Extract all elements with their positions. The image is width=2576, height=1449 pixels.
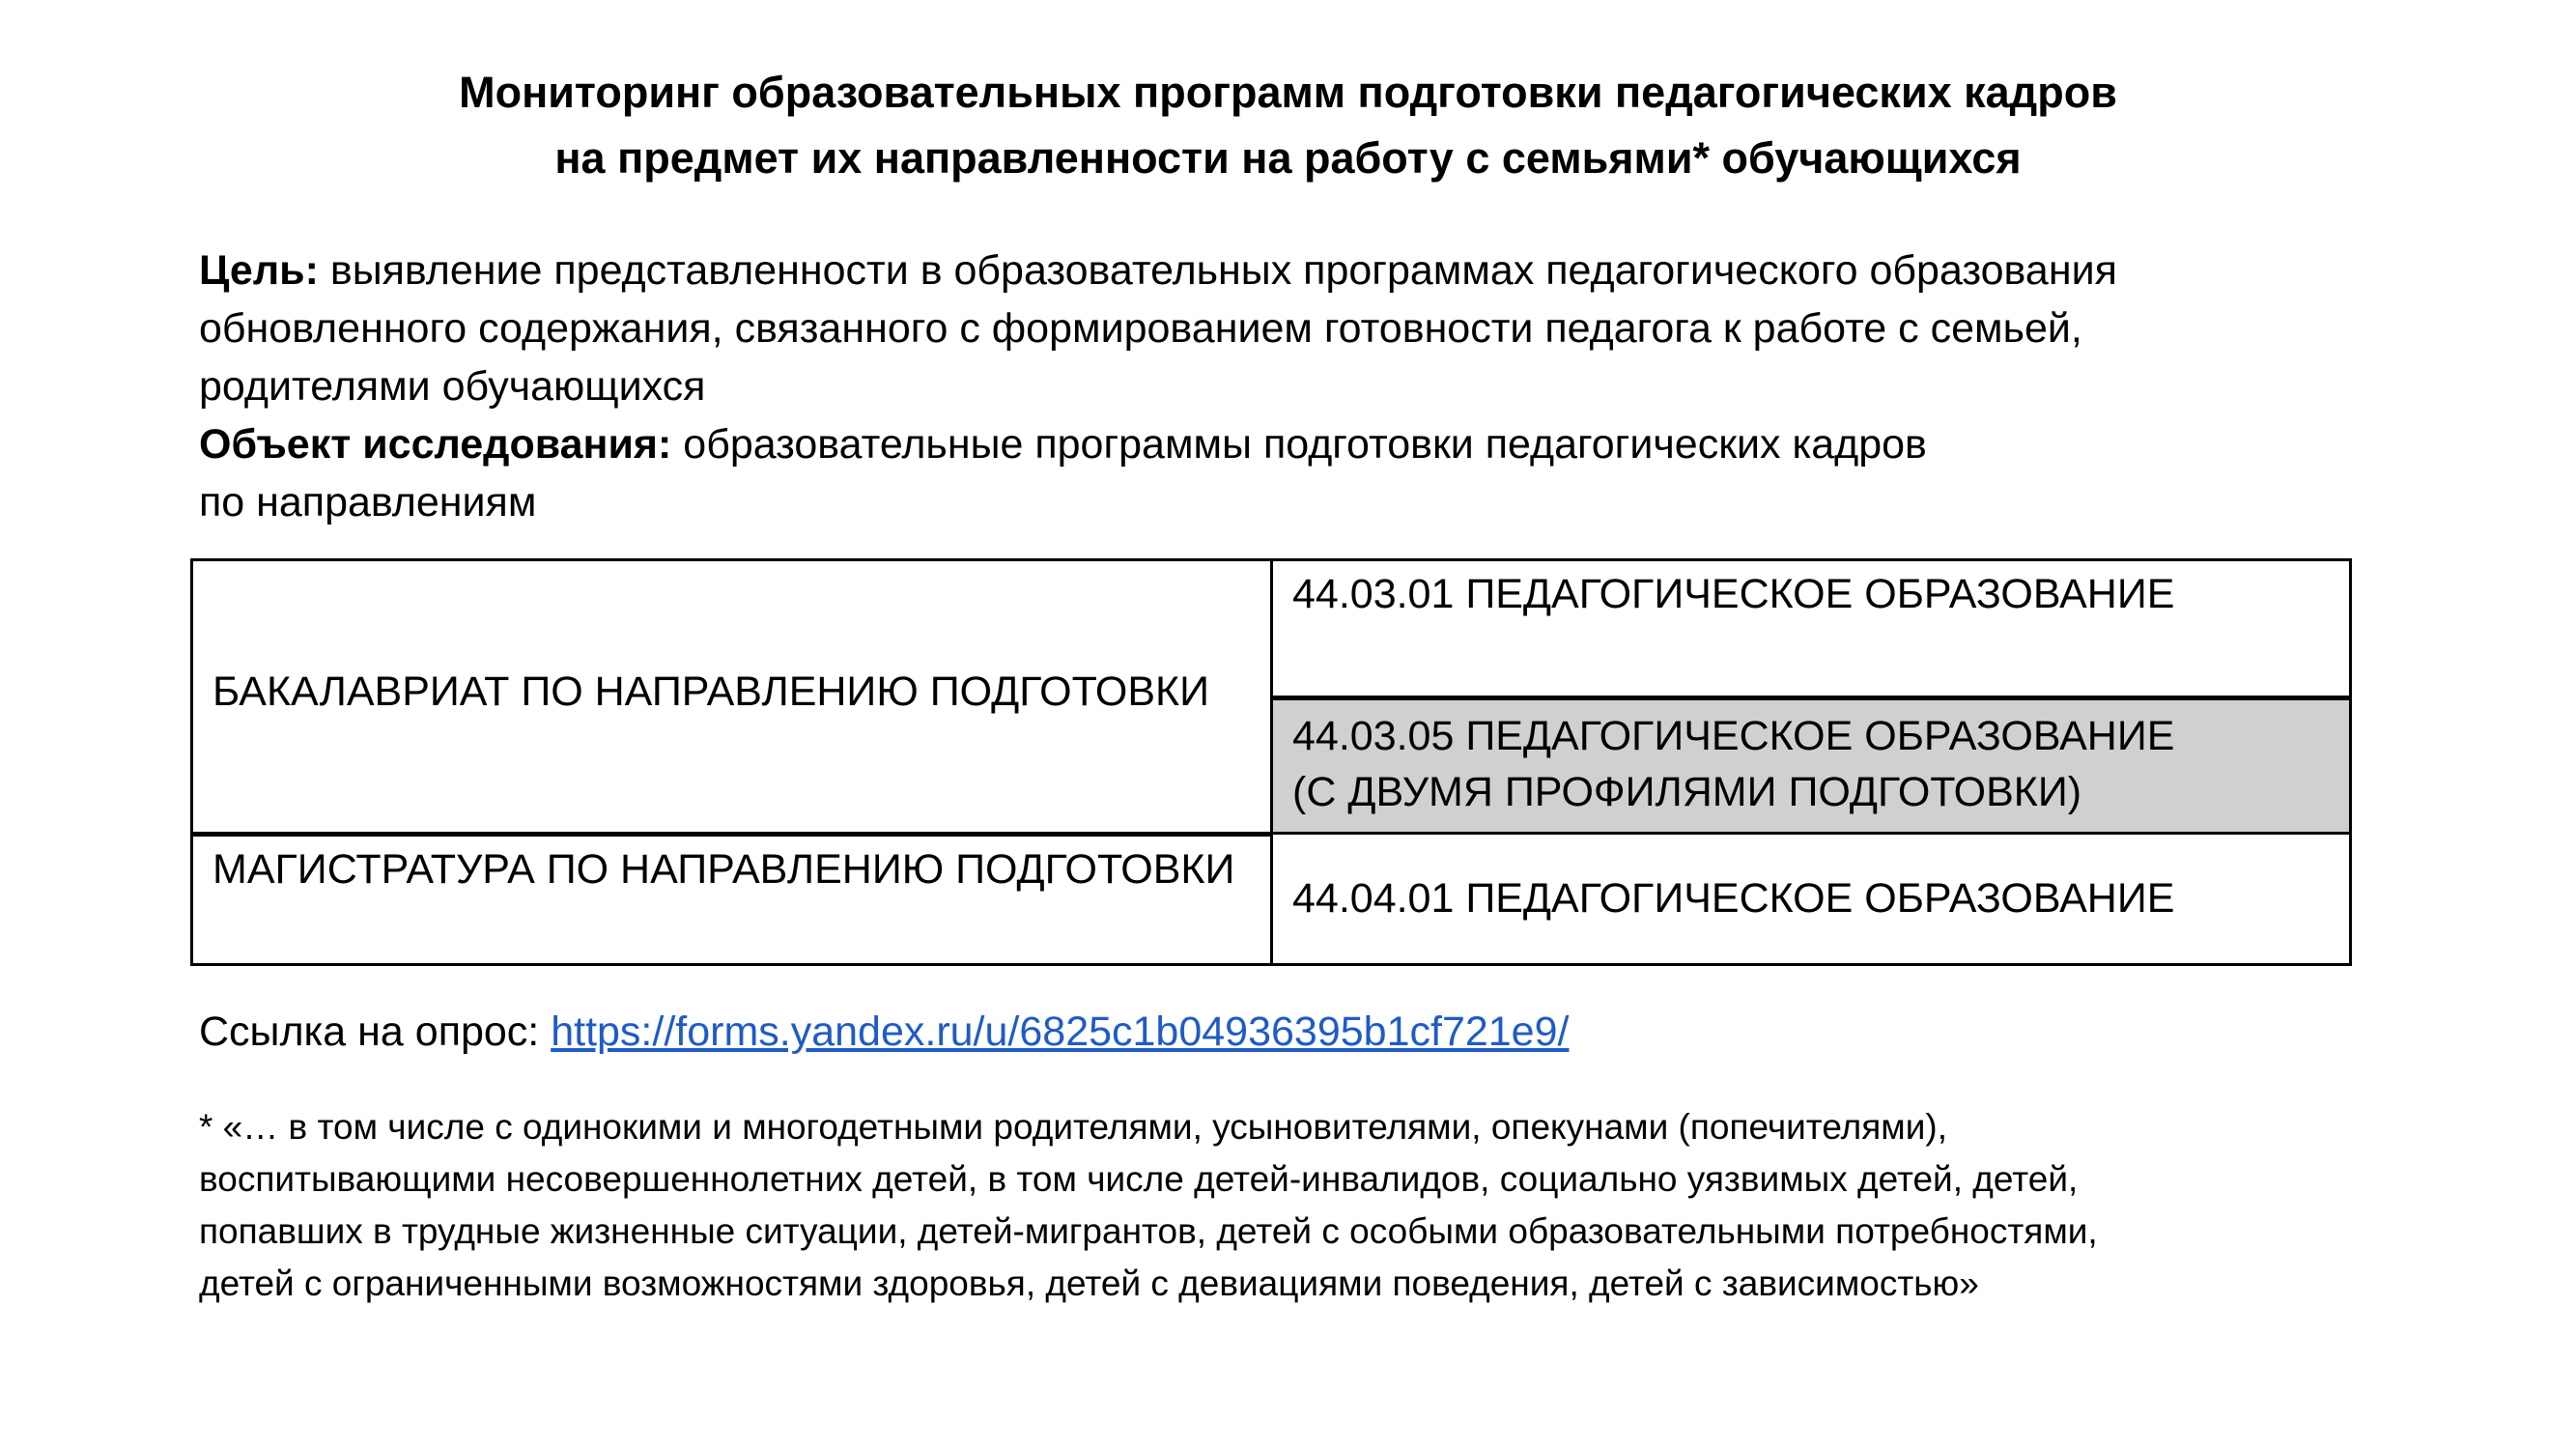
footnote-line-3: попавших в трудные жизненные ситуации, детей-мигрантов, детей с особыми образовательными потребностями, (199, 1211, 2098, 1251)
survey-label: Ссылка на опрос: (199, 1009, 552, 1055)
title-line-2: на предмет их направленности на работу с семьями* обучающихся (554, 133, 2022, 183)
goal-line-3: родителями обучающихся (199, 363, 706, 410)
master-cell (193, 832, 1270, 963)
survey-line (199, 1003, 1569, 1061)
survey-link[interactable]: https://forms.yandex.ru/u/6825c1b04936395b1cf721e9/ (551, 1009, 1570, 1055)
program-label-44-03-01: 44.03.01 ПЕДАГОГИЧЕСКОЕ ОБРАЗОВАНИЕ (1292, 571, 2175, 617)
object-label: Объект исследования: (199, 421, 672, 468)
program-cell-44-04-01 (1270, 832, 2349, 963)
title-line-1: Мониторинг образовательных программ подготовки педагогических кадров (459, 68, 2117, 117)
page-title (0, 60, 2576, 191)
master-label: МАГИСТРАТУРА ПО НАПРАВЛЕНИЮ ПОДГОТОВКИ (212, 846, 1235, 893)
footnote-line-2: воспитывающими несовершеннолетних детей, в том числе детей-инвалидов, социально уязвимых детей, детей, (199, 1159, 2079, 1199)
program-label-44-04-01: 44.04.01 ПЕДАГОГИЧЕСКОЕ ОБРАЗОВАНИЕ (1292, 875, 2175, 922)
object-line-1 (199, 415, 2420, 473)
object-line-2: по направлениям (199, 479, 537, 526)
program-cell-44-03-05 (1270, 696, 2349, 832)
goal-text-1: выявление представленности в образовательных программах педагогического образования (318, 247, 2117, 294)
bachelor-label: БАКАЛАВРИАТ ПО НАПРАВЛЕНИЮ ПОДГОТОВКИ (212, 668, 1209, 715)
footnote (199, 1101, 2098, 1310)
goal-line-2: обновленного содержания, связанного с формированием готовности педагога к работе с семьей, (199, 305, 2082, 352)
bachelor-cell (193, 561, 1270, 832)
footnote-line-4: детей с ограниченными возможностями здоровья, детей с девиациями поведения, детей с зависимостью» (199, 1264, 1979, 1303)
object-text-1: образовательные программы подготовки педагогических кадров (671, 421, 1927, 468)
footnote-line-1: * «… в том числе с одинокими и многодетными родителями, усыновителями, опекунами (попечителями), (199, 1107, 1948, 1147)
goal-line-1 (199, 242, 2420, 299)
program-label-44-03-05-line-2: (С ДВУМЯ ПРОФИЛЯМИ ПОДГОТОВКИ) (1292, 769, 2082, 815)
program-label-44-03-05-line-1: 44.03.05 ПЕДАГОГИЧЕСКОЕ ОБРАЗОВАНИЕ (1292, 713, 2175, 759)
program-cell-44-03-01 (1270, 561, 2349, 696)
goal-label: Цель: (199, 247, 319, 294)
programs-table (190, 558, 2352, 966)
intro-section (199, 242, 2420, 531)
